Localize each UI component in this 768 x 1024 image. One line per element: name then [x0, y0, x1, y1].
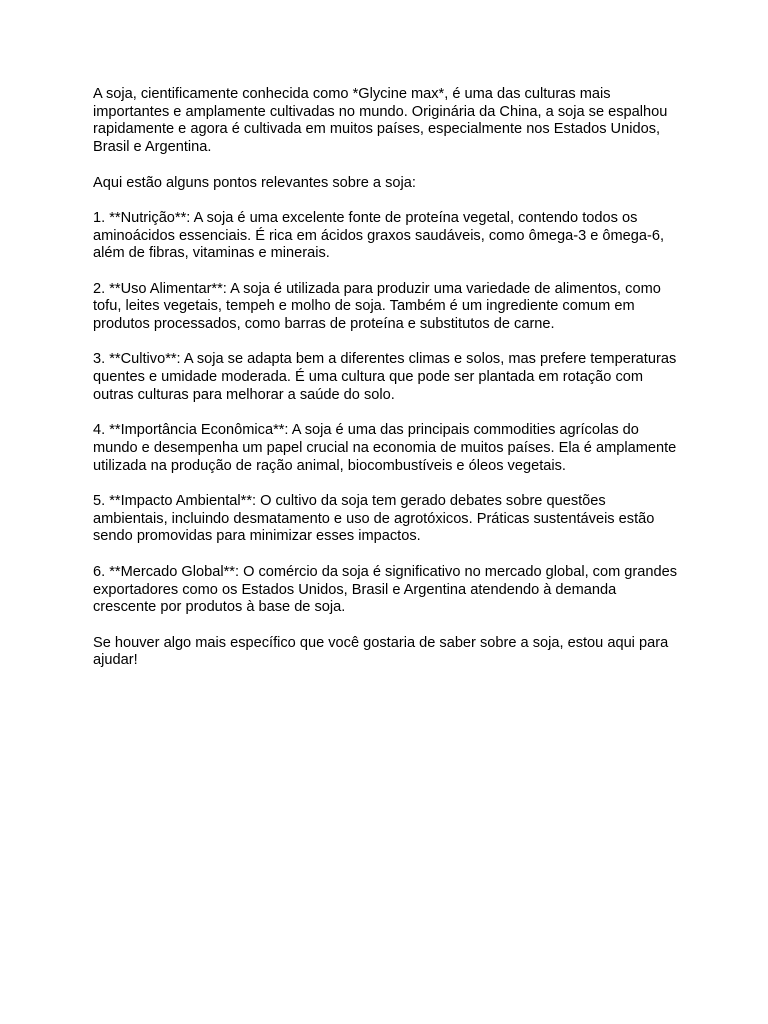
point-importancia-economica: 4. **Importância Econômica**: A soja é uma das principais commodities agrícolas do mundo e desempenha um papel crucial na economia de muitos países. Ela é amplamente utilizada na produção de ração animal, biocombustíveis e óleos vegetais. — [93, 422, 677, 474]
intro-paragraph: A soja, cientificamente conhecida como *Glycine max*, é uma das culturas mais importantes e amplamente cultivadas no mundo. Originária da China, a soja se espalhou rapidamente e agora é cultivada em muitos países, especialmente nos Estados Unidos, Brasil e Argentina. — [93, 86, 668, 156]
point-uso-alimentar: 2. **Uso Alimentar**: A soja é utilizada para produzir uma variedade de alimentos, como tofu, leites vegetais, tempeh e molho de soja. Também é um ingrediente comum em produtos processados, como barras de proteína e substitutos de carne. — [93, 280, 661, 333]
point-cultivo: 3. **Cultivo**: A soja se adapta bem a diferentes climas e solos, mas prefere temperaturas quentes e umidade moderada. É uma cultura que pode ser plantada em rotação com outras culturas para melhorar a saúde do solo. — [93, 351, 677, 403]
document-body — [93, 86, 683, 688]
point-impacto-ambiental: 5. **Impacto Ambiental**: O cultivo da soja tem gerado debates sobre questões ambientais, incluindo desmatamento e uso de agrotóxicos. Práticas sustentáveis estão sendo promovidas para minimizar esses impactos. — [93, 493, 655, 545]
closing-paragraph: Se houver algo mais específico que você gostaria de saber sobre a soja, estou aqui para ajudar! — [93, 634, 669, 669]
point-nutricao: 1. **Nutrição**: A soja é uma excelente fonte de proteína vegetal, contendo todos os aminoácidos essenciais. É rica em ácidos graxos saudáveis, como ômega-3 e ômega-6, além de fibras, vitaminas e minerais. — [93, 209, 665, 262]
point-mercado-global: 6. **Mercado Global**: O comércio da soja é significativo no mercado global, com grandes exportadores como os Estados Unidos, Brasil e Argentina atendendo à demanda crescente por produtos à base de soja. — [93, 563, 678, 616]
list-intro-paragraph: Aqui estão alguns pontos relevantes sobre a soja: — [93, 174, 416, 191]
